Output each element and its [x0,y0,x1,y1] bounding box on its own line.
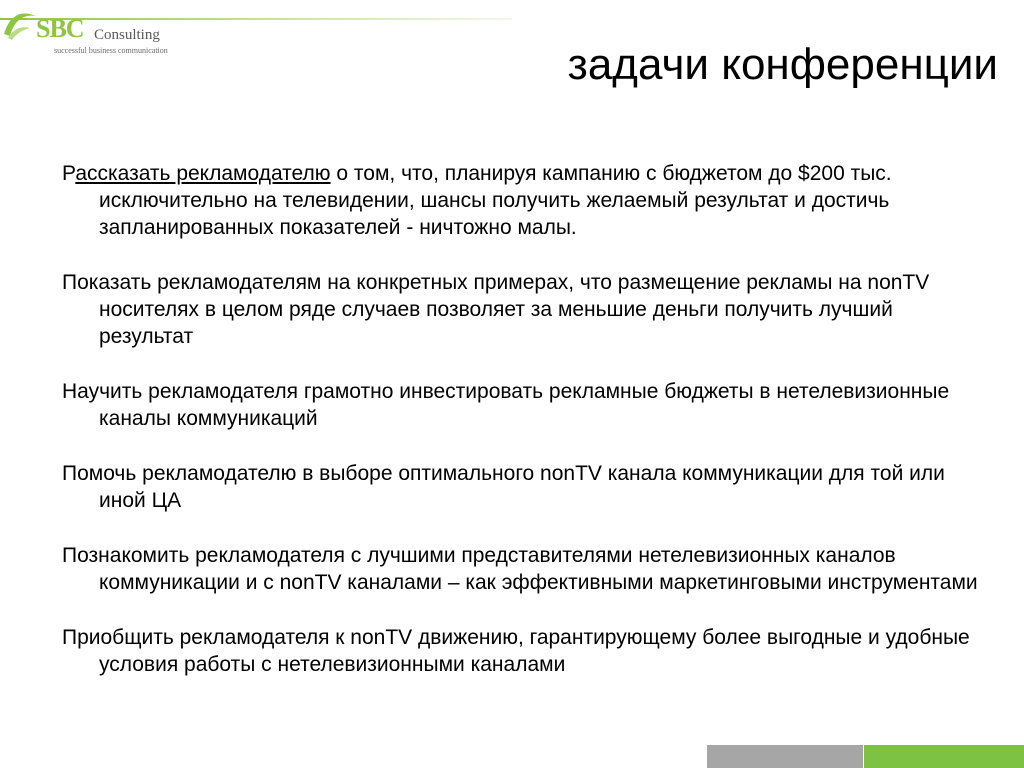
logo-wordmark: Consulting [94,27,160,43]
task-item: Познакомить рекламодателя с лучшими представителями нетелевизионных каналов коммуникации и с nonTV каналами – как эффективными маркетинговыми инструментами [62,544,978,594]
company-logo [0,0,520,60]
logo-swoosh-icon [0,4,40,44]
task-item: Помочь рекламодателю в выборе оптимального nonTV канала коммуникации для той или иной ЦА [62,462,945,512]
task-item: Показать рекламодателям на конкретных примерах, что размещение рекламы на nonTV носителях в целом ряде случаев позволяет за меньшие деньги получить лучший результат [62,271,930,348]
task-item-link[interactable]: ассказать рекламодателю [75,162,331,185]
logo-tagline: successful business communication [54,46,168,55]
task-item-text: о том, что, планируя кампанию с бюджетом до $200 тыс. исключительно на телевидении, шансы получить желаемый результат и достичь запланированных показателей - ничтожно малы. [99,162,892,239]
footer-bar-green [864,745,1024,768]
logo-letters: SBC [36,14,84,43]
task-item-lead: Р [62,162,76,185]
task-item: Приобщить рекламодателя к nonTV движению, гарантирующему более выгодные и удобные условия работы с нетелевизионными каналами [62,626,970,676]
footer-bar-gray [707,745,863,768]
task-item: Научить рекламодателя грамотно инвестировать рекламные бюджеты в нетелевизионные каналы коммуникаций [62,380,950,430]
slide-title: задачи конференции [567,40,998,89]
task-list [62,160,982,706]
task-item [62,160,982,241]
